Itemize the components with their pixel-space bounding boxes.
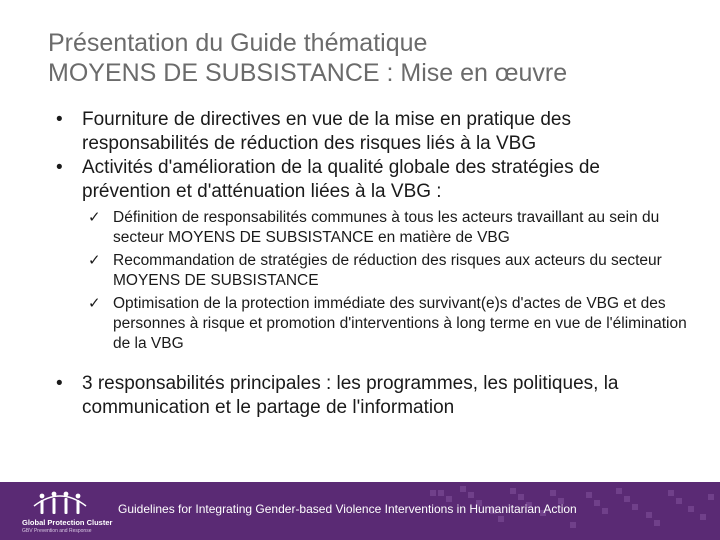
sub-list xyxy=(88,208,692,354)
checkmark-icon: ✓ xyxy=(88,252,101,269)
bullet-dot: • xyxy=(56,109,63,130)
title-line-1: Présentation du Guide thématique xyxy=(48,29,428,57)
sub-item-text: Optimisation de la protection immédiate des survivant(e)s d'actes de VBG et des personnes à risque et promotion d'interventions à long terme en vue de l'élimination de la VBG xyxy=(113,295,687,352)
logo-subtitle: GBV Prevention and Response xyxy=(22,528,92,534)
checkmark-icon: ✓ xyxy=(88,209,101,226)
sub-item xyxy=(88,208,692,248)
sub-item-text: Définition de responsabilités communes à tous les acteurs travaillant au sein du secteur MOYENS DE SUBSISTANCE en matière de VBG xyxy=(113,209,660,246)
bullet-item xyxy=(52,372,692,420)
sub-item xyxy=(88,251,692,291)
bullet-dot: • xyxy=(56,373,63,394)
slide-title xyxy=(48,28,688,88)
footer-text: Guidelines for Integrating Gender-based Violence Interventions in Humanitarian Action xyxy=(118,502,577,516)
bullet-list xyxy=(52,108,692,420)
footer-bar xyxy=(0,482,720,540)
bullet-item xyxy=(52,156,692,204)
bullet-text: Fourniture de directives en vue de la mise en pratique des responsabilités de réduction des risques liés à la VBG xyxy=(82,109,571,154)
checkmark-icon: ✓ xyxy=(88,295,101,312)
sub-item xyxy=(88,294,692,354)
bullet-text: 3 responsabilités principales : les programmes, les politiques, la communication et le partage de l'information xyxy=(82,373,619,418)
logo-name: Global Protection Cluster xyxy=(22,518,113,527)
sub-item-text: Recommandation de stratégies de réduction des risques aux acteurs du secteur MOYENS DE SUBSISTANCE xyxy=(113,252,662,289)
title-line-2: MOYENS DE SUBSISTANCE : Mise en œuvre xyxy=(48,59,568,87)
bullet-dot: • xyxy=(56,157,63,178)
bullet-text: Activités d'amélioration de la qualité globale des stratégies de prévention et d'atténuation liées à la VBG : xyxy=(82,157,600,202)
bullet-item xyxy=(52,108,692,156)
